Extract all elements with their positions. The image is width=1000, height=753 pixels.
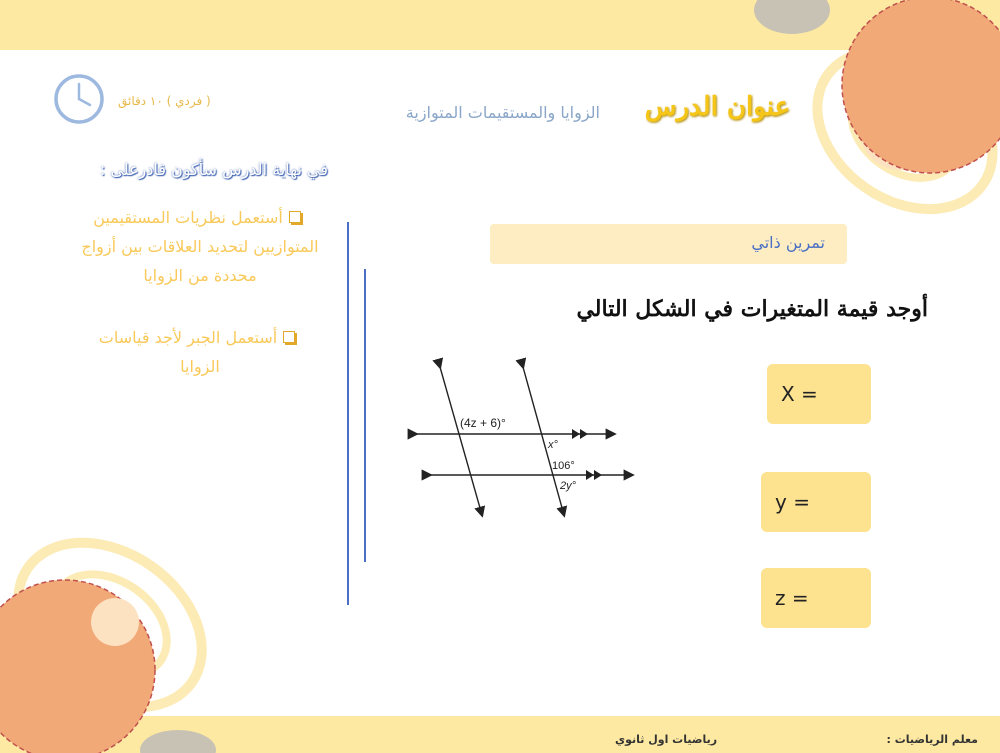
- transversal-left: [440, 367, 482, 515]
- angle-label-x: x°: [548, 439, 558, 451]
- answer-label-z: z =: [775, 586, 809, 610]
- objective-text: أستعمل نظريات المستقيمين المتوازيين لتحديد العلاقات بين أزواج محددة من الزوايا: [81, 208, 319, 285]
- lesson-title: الزوايا والمستقيمات المتوازية: [405, 103, 600, 122]
- divider-line: [364, 269, 366, 562]
- exercise-label: تمرين ذاتي: [751, 233, 825, 252]
- answer-box-z[interactable]: [761, 568, 871, 628]
- objective-item: [80, 203, 320, 290]
- objective-text: أستعمل الجبر لأجد قياسات الزوايا: [98, 328, 278, 376]
- angle-label-2y: 2y°: [560, 480, 577, 492]
- answer-box-y[interactable]: [761, 472, 871, 532]
- parallel-mark: [586, 470, 602, 480]
- angle-label-4z6: (4z + 6)°: [460, 416, 506, 430]
- parallel-mark: [572, 429, 588, 439]
- bottom-gray-blob: [140, 730, 216, 753]
- objective-item: [80, 323, 320, 381]
- answer-box-x[interactable]: [767, 364, 871, 424]
- objectives-heading: في نهاية الدرس سأكون قادرعلى :: [100, 160, 328, 179]
- answer-label-y: y =: [775, 490, 810, 514]
- answer-label-x: X =: [781, 382, 818, 406]
- angle-label-106: 106°: [552, 460, 575, 472]
- exercise-banner: [490, 224, 847, 264]
- lesson-title-label: عنوان الدرس: [644, 92, 790, 122]
- activity-duration: ( فردي ) ١٠ دقائق: [118, 94, 211, 108]
- footer-teacher: معلم الرياضيات :: [886, 733, 978, 746]
- parallel-lines-diagram: [400, 355, 645, 530]
- clock-icon: [52, 72, 106, 126]
- checkbox-bullet-icon: [283, 331, 295, 343]
- top-gray-blob: [754, 0, 830, 34]
- bottom-left-peach-dot: [91, 598, 139, 646]
- checkbox-bullet-icon: [289, 211, 301, 223]
- exercise-question: أوجد قيمة المتغيرات في الشكل التالي: [576, 296, 928, 322]
- footer-course: رياضيات اول ثانوي: [615, 733, 718, 746]
- divider-line: [347, 222, 349, 605]
